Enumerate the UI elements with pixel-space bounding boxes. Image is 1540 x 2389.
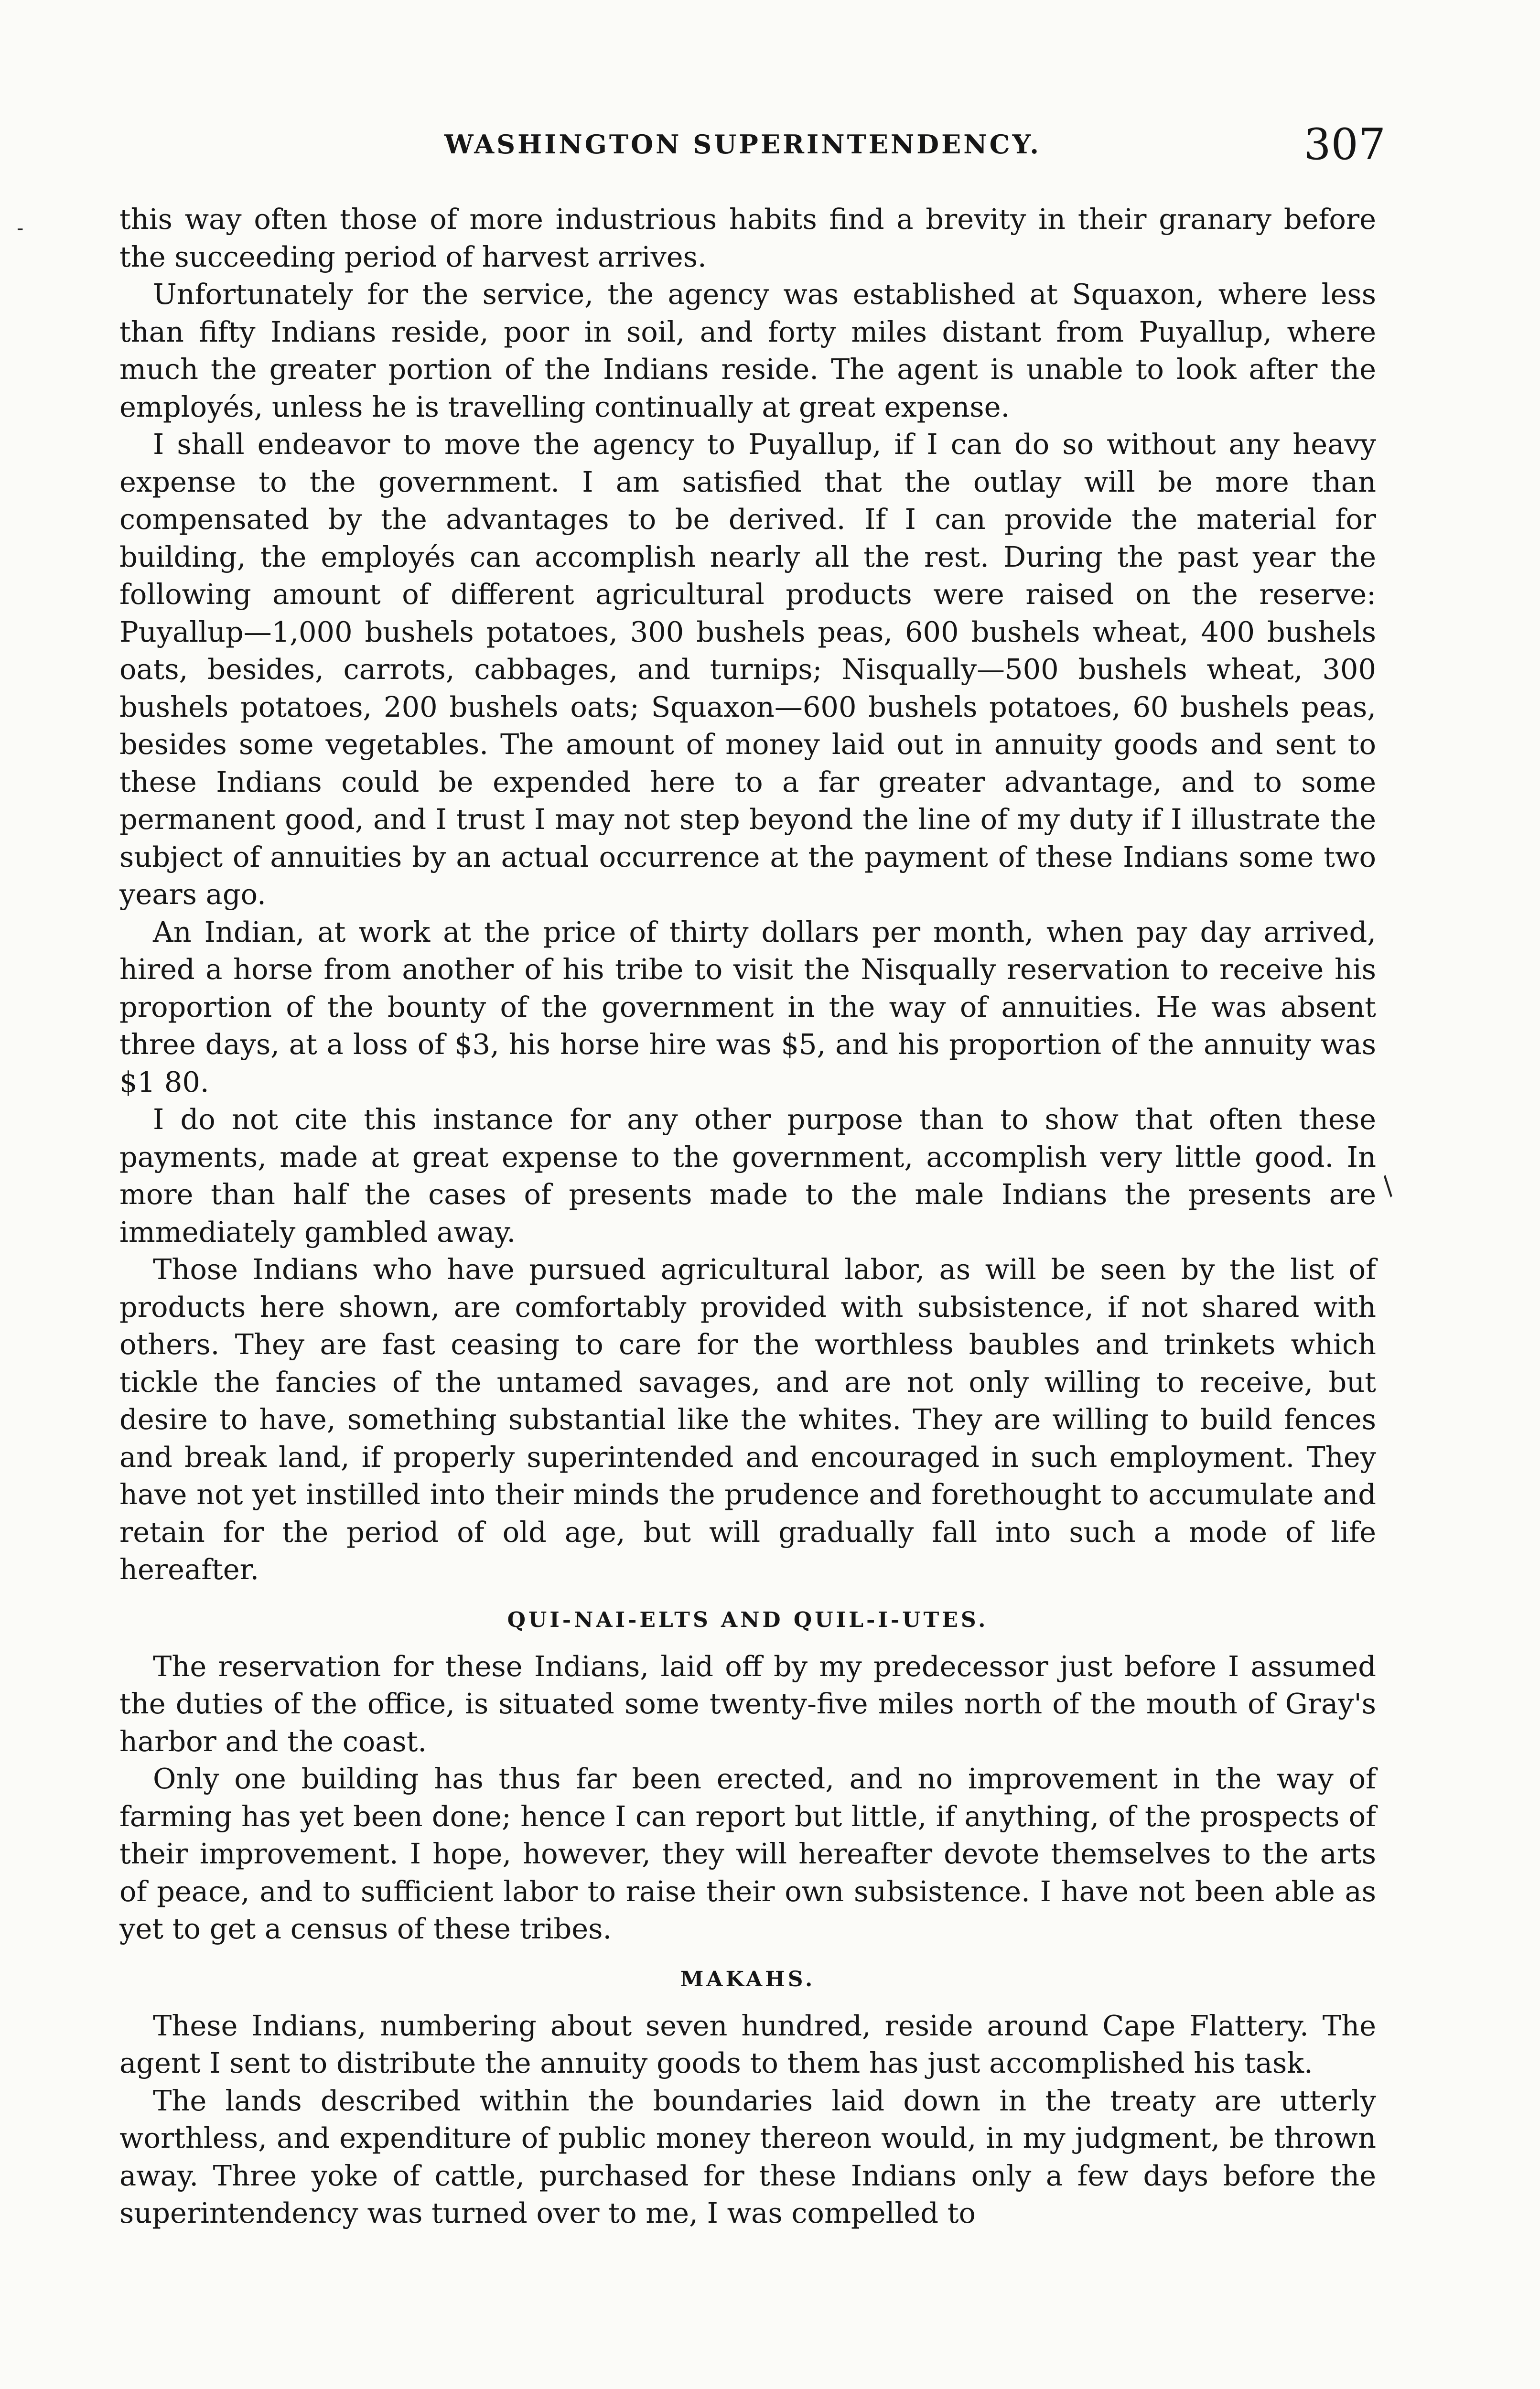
page-number: 307 (1303, 119, 1386, 170)
section-heading-quinaielts: QUI-NAI-ELTS AND QUIL-I-UTES. (507, 1607, 989, 1632)
paragraph-payments-cost: I do not cite this instance for any other purpose than to show that often these payments, made at great expense to the government, accomplish very little good. In more than half the cases of presents made to the male Indians the presents are immediately gambled away. (119, 1103, 1376, 1248)
paragraph-quinaielts-reservation: The reservation for these Indians, laid off by my predecessor just before I assumed the duties of the office, is situated some twenty-five miles north of the mouth of Gray's harbor and the coast. (119, 1649, 1376, 1758)
paragraph-agricultural-products: I shall endeavor to move the agency to Puyallup, if I can do so without any heavy expense to the government. I am satisfied that the outlay will be more than compensated by the advantages to be derived. If I can provide the material for building, the employés can accomplish nearly all the rest. During the past year the following amount of different agricultural products were raised on the reserve: Puyallup—1,000 bushels potatoes, 300 bushels peas, 600 bushels wheat, 400 bushels oats, besides, carrots, cabbages, and turnips; Nisqually—500 bushels wheat, 300 bushels potatoes, 200 bushels oats; Squaxon—600 bushels potatoes, 60 bushels peas, besides some vegetables. The amount of money laid out in annuity goods and sent to these Indians could be expended here to a far greater advantage, and to some permanent good, and I trust I may not step beyond the line of my duty if I illustrate the subject of annuities by an actual occurrence at the payment of these Indians some two years ago. (119, 428, 1376, 911)
paragraph-makahs-population: These Indians, numbering about seven hundred, reside around Cape Flattery. The agent I sent to distribute the annuity goods to them has just accomplished his task. (119, 2009, 1376, 2079)
margin-tick-mark: / (1375, 1171, 1400, 1201)
paragraph-makahs-lands: The lands described within the boundaries laid down in the treaty are utterly worthless, and expenditure of public money thereon would, in my judgment, be thrown away. Three yoke of cattle, purchased for these Indians only a few days before the superintendency was turned over to me, I was compelled to (119, 2084, 1376, 2229)
running-header (119, 119, 1386, 172)
section-heading-makahs: MAKAHS. (680, 1967, 816, 1991)
paragraph-agricultural-indians: Those Indians who have pursued agricultural labor, as will be seen by the list of products here shown, are comfortably provided with subsistence, if not shared with others. They are fast ceasing to care for the worthless baubles and trinkets which tickle the fancies of the untamed savages, and are not only willing to receive, but desire to have, something substantial like the whites. They are willing to build fences and break land, if properly superintended and encouraged in such employment. They have not yet instilled into their minds the prudence and forethought to accumulate and retain for the period of old age, but will gradually fall into such a mode of life hereafter. (119, 1253, 1376, 1586)
running-title: WASHINGTON SUPERINTENDENCY. (444, 129, 1041, 160)
paragraph-agency-location: Unfortunately for the service, the agency was established at Squaxon, where less than fifty Indians reside, poor in soil, and forty miles distant from Puyallup, where much the greater portion of the Indians reside. The agent is unable to look after the employés, unless he is travelling continually at great expense. (119, 278, 1376, 423)
margin-dash-mark: - (17, 217, 24, 239)
paragraph-quinaielts-improvement: Only one building has thus far been erected, and no improvement in the way of farming has yet been done; hence I can report but little, if anything, of the prospects of their improvement. I hope, however, they will hereafter devote themselves to the arts of peace, and to sufficient labor to raise their own subsistence. I have not been able as yet to get a census of these tribes. (119, 1762, 1376, 1945)
paragraph-continuation: this way often those of more industrious habits find a brevity in their granary before the succeeding period of harvest arrives. (119, 203, 1376, 273)
paragraph-annuity-example: An Indian, at work at the price of thirty dollars per month, when pay day arrived, hired a horse from another of his tribe to visit the Nisqually reservation to receive his proportion of the bounty of the government in the way of annuities. He was absent three days, at a loss of $3, his horse hire was $5, and his proportion of the annuity was $1 80. (119, 915, 1376, 1098)
body-text (119, 201, 1376, 2232)
